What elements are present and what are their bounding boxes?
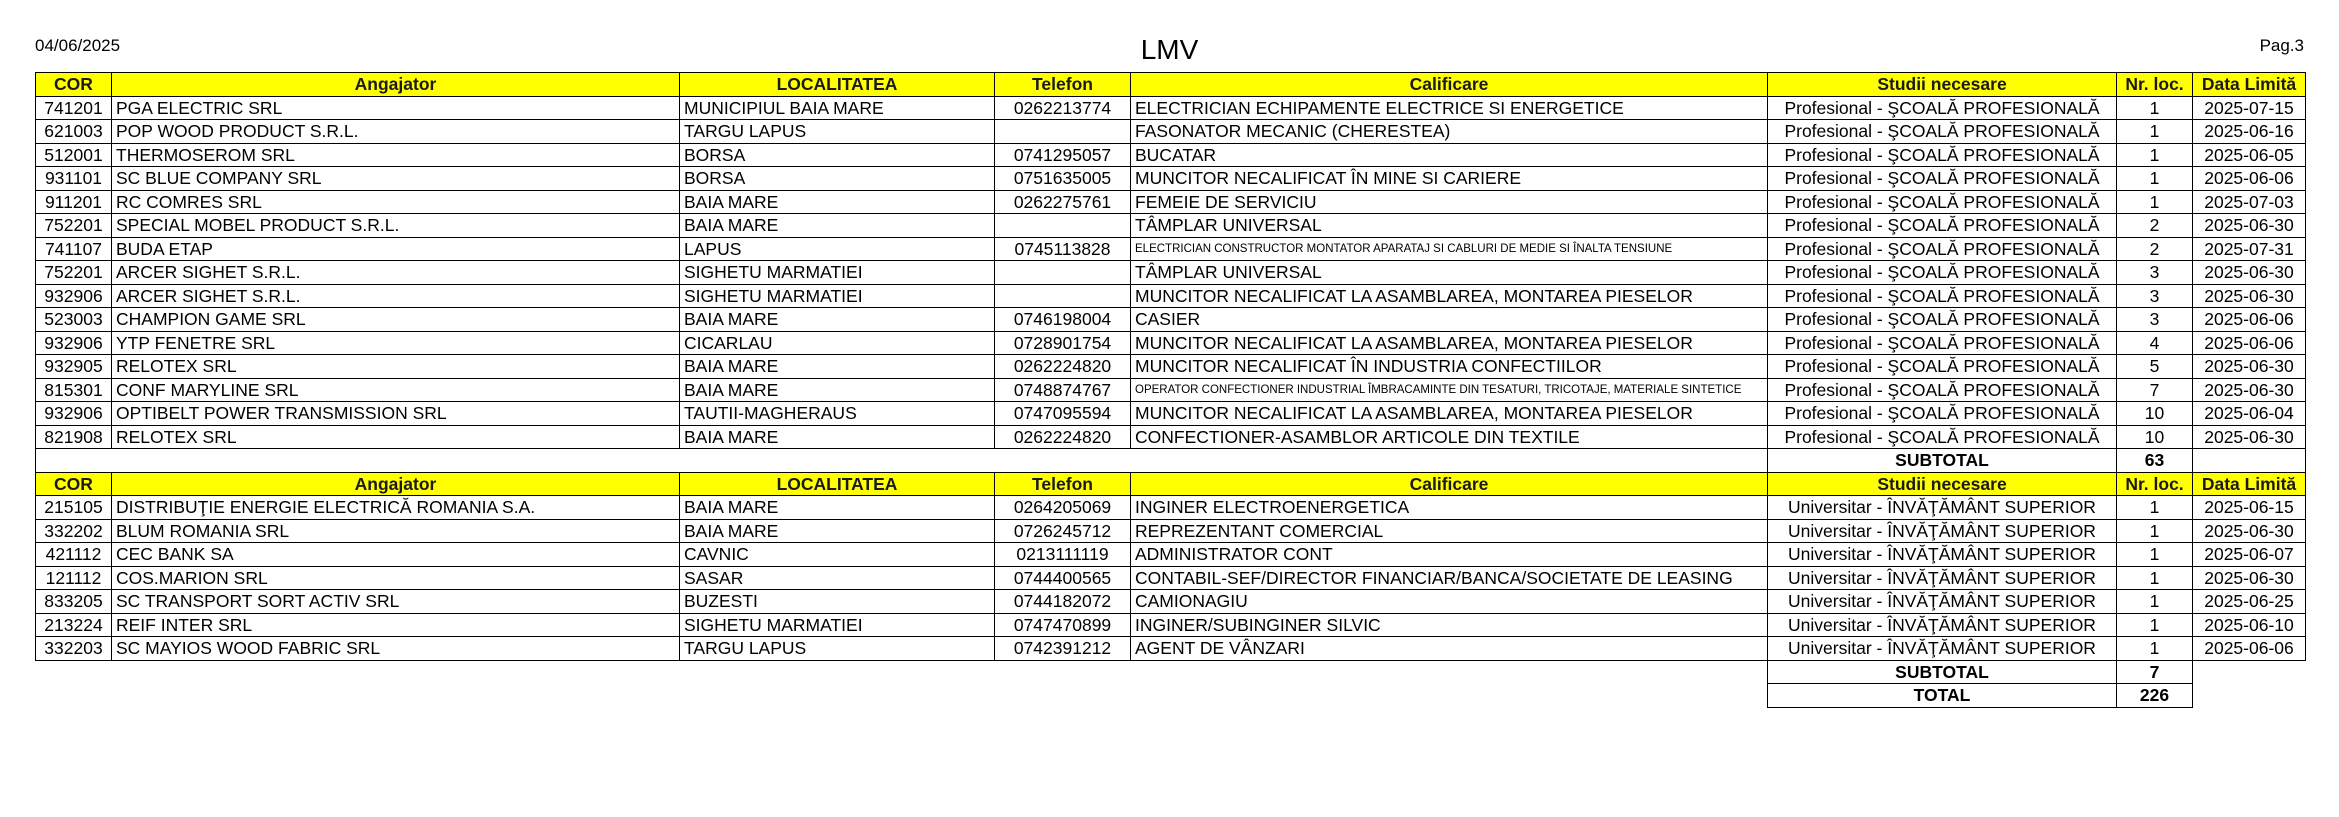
cell-calificare: REPREZENTANT COMERCIAL [1131,519,1768,543]
cell-localitatea: BAIA MARE [680,519,995,543]
cell-angajator: RELOTEX SRL [112,355,680,379]
cell-nr-loc: 2 [2117,214,2193,238]
column-header-nr-loc: Nr. loc. [2117,472,2193,496]
cell-cor: 821908 [36,425,112,449]
cell-nr-loc: 10 [2117,402,2193,426]
cell-telefon: 0741295057 [995,143,1131,167]
cell-nr-loc: 5 [2117,355,2193,379]
cell-angajator: ARCER SIGHET S.R.L. [112,284,680,308]
table-row [36,190,2306,214]
cell-telefon: 0751635005 [995,167,1131,191]
cell-localitatea: TAUTII-MAGHERAUS [680,402,995,426]
cell-cor: 332203 [36,637,112,661]
total-value: 226 [2117,684,2193,708]
cell-calificare: OPERATOR CONFECTIONER INDUSTRIAL ÎMBRACAMINTE DIN TESATURI, TRICOTAJE, MATERIALE SINTETICE [1131,378,1768,402]
cell-data-limita: 2025-07-31 [2193,237,2306,261]
cell-studii: Profesional - ŞCOALĂ PROFESIONALĂ [1768,214,2117,238]
cell-cor: 421112 [36,543,112,567]
table-row [36,637,2306,661]
subtotal-1-value: 63 [2117,449,2193,473]
cell-localitatea: BAIA MARE [680,425,995,449]
cell-data-limita: 2025-06-30 [2193,261,2306,285]
table-row [36,237,2306,261]
cell-localitatea: BAIA MARE [680,308,995,332]
cell-localitatea: MUNICIPIUL BAIA MARE [680,96,995,120]
column-header-angajator: Angajator [112,472,680,496]
cell-data-limita: 2025-06-30 [2193,425,2306,449]
cell-nr-loc: 4 [2117,331,2193,355]
blank-cell [36,684,1768,708]
cell-studii: Profesional - ŞCOALĂ PROFESIONALĂ [1768,190,2117,214]
cell-data-limita: 2025-06-05 [2193,143,2306,167]
cell-angajator: PGA ELECTRIC SRL [112,96,680,120]
table-row [36,355,2306,379]
cell-telefon: 0262224820 [995,425,1131,449]
cell-nr-loc: 10 [2117,425,2193,449]
column-header-calificare: Calificare [1131,472,1768,496]
cell-nr-loc: 1 [2117,496,2193,520]
subtotal-1-row [36,449,2306,473]
table-row [36,308,2306,332]
cell-cor: 121112 [36,566,112,590]
column-header-localitatea: LOCALITATEA [680,472,995,496]
blank-cell [36,449,1768,473]
cell-telefon: 0744182072 [995,590,1131,614]
cell-data-limita: 2025-06-06 [2193,308,2306,332]
cell-localitatea: CAVNIC [680,543,995,567]
cell-calificare: MUNCITOR NECALIFICAT LA ASAMBLAREA, MONTAREA PIESELOR [1131,402,1768,426]
cell-telefon: 0264205069 [995,496,1131,520]
cell-calificare: CONTABIL-SEF/DIRECTOR FINANCIAR/BANCA/SOCIETATE DE LEASING [1131,566,1768,590]
cell-data-limita: 2025-06-10 [2193,613,2306,637]
cell-data-limita: 2025-06-30 [2193,519,2306,543]
cell-nr-loc: 1 [2117,590,2193,614]
cell-nr-loc: 3 [2117,308,2193,332]
cell-nr-loc: 1 [2117,566,2193,590]
cell-studii: Profesional - ŞCOALĂ PROFESIONALĂ [1768,425,2117,449]
cell-cor: 932906 [36,331,112,355]
cell-telefon: 0262213774 [995,96,1131,120]
cell-calificare: CASIER [1131,308,1768,332]
cell-studii: Profesional - ŞCOALĂ PROFESIONALĂ [1768,284,2117,308]
cell-telefon: 0745113828 [995,237,1131,261]
table-row [36,331,2306,355]
table-row [36,566,2306,590]
cell-angajator: SC MAYIOS WOOD FABRIC SRL [112,637,680,661]
cell-telefon: 0728901754 [995,331,1131,355]
cell-angajator: BLUM ROMANIA SRL [112,519,680,543]
cell-studii: Universitar - ÎNVĂŢĂMÂNT SUPERIOR [1768,637,2117,661]
cell-localitatea: CICARLAU [680,331,995,355]
cell-cor: 741201 [36,96,112,120]
blank-cell [2193,684,2306,708]
cell-studii: Profesional - ŞCOALĂ PROFESIONALĂ [1768,308,2117,332]
cell-angajator: OPTIBELT POWER TRANSMISSION SRL [112,402,680,426]
cell-data-limita: 2025-06-25 [2193,590,2306,614]
cell-calificare: MUNCITOR NECALIFICAT LA ASAMBLAREA, MONTAREA PIESELOR [1131,284,1768,308]
cell-studii: Universitar - ÎNVĂŢĂMÂNT SUPERIOR [1768,613,2117,637]
subtotal-1-label: SUBTOTAL [1768,449,2117,473]
cell-telefon: 0747470899 [995,613,1131,637]
cell-localitatea: BAIA MARE [680,496,995,520]
cell-calificare: INGINER/SUBINGINER SILVIC [1131,613,1768,637]
cell-studii: Profesional - ŞCOALĂ PROFESIONALĂ [1768,331,2117,355]
cell-data-limita: 2025-06-30 [2193,355,2306,379]
cell-angajator: CEC BANK SA [112,543,680,567]
cell-cor: 911201 [36,190,112,214]
cell-angajator: ARCER SIGHET S.R.L. [112,261,680,285]
cell-localitatea: LAPUS [680,237,995,261]
cell-studii: Profesional - ŞCOALĂ PROFESIONALĂ [1768,378,2117,402]
column-header-nr-loc: Nr. loc. [2117,73,2193,97]
cell-data-limita: 2025-06-30 [2193,214,2306,238]
cell-calificare: ADMINISTRATOR CONT [1131,543,1768,567]
cell-cor: 931101 [36,167,112,191]
table-row [36,167,2306,191]
cell-telefon: 0213111119 [995,543,1131,567]
blank-cell [2193,449,2306,473]
cell-angajator: RC COMRES SRL [112,190,680,214]
cell-localitatea: BAIA MARE [680,190,995,214]
cell-data-limita: 2025-06-06 [2193,637,2306,661]
cell-data-limita: 2025-07-15 [2193,96,2306,120]
report-date: 04/06/2025 [35,36,121,55]
header-row-1 [36,73,2306,97]
cell-calificare: MUNCITOR NECALIFICAT ÎN MINE SI CARIERE [1131,167,1768,191]
cell-calificare: ELECTRICIAN ECHIPAMENTE ELECTRICE SI ENERGETICE [1131,96,1768,120]
cell-studii: Profesional - ŞCOALĂ PROFESIONALĂ [1768,143,2117,167]
table-row [36,284,2306,308]
cell-data-limita: 2025-06-30 [2193,566,2306,590]
total-label: TOTAL [1768,684,2117,708]
cell-localitatea: BAIA MARE [680,355,995,379]
table-row [36,425,2306,449]
cell-studii: Profesional - ŞCOALĂ PROFESIONALĂ [1768,167,2117,191]
cell-calificare: CAMIONAGIU [1131,590,1768,614]
cell-data-limita: 2025-06-06 [2193,331,2306,355]
cell-data-limita: 2025-06-15 [2193,496,2306,520]
cell-nr-loc: 1 [2117,519,2193,543]
cell-nr-loc: 3 [2117,261,2193,285]
cell-localitatea: SIGHETU MARMATIEI [680,261,995,285]
table-row [36,519,2306,543]
cell-calificare: CONFECTIONER-ASAMBLOR ARTICOLE DIN TEXTILE [1131,425,1768,449]
table-row [36,543,2306,567]
table-row [36,590,2306,614]
cell-telefon [995,214,1131,238]
cell-angajator: THERMOSEROM SRL [112,143,680,167]
cell-telefon: 0746198004 [995,308,1131,332]
cell-studii: Profesional - ŞCOALĂ PROFESIONALĂ [1768,120,2117,144]
cell-calificare: ELECTRICIAN CONSTRUCTOR MONTATOR APARATAJ SI CABLURI DE MEDIE SI ÎNALTA TENSIUNE [1131,237,1768,261]
cell-data-limita: 2025-06-04 [2193,402,2306,426]
cell-nr-loc: 7 [2117,378,2193,402]
cell-localitatea: TARGU LAPUS [680,120,995,144]
blank-cell [2193,660,2306,684]
cell-calificare: FASONATOR MECANIC (CHERESTEA) [1131,120,1768,144]
column-header-telefon: Telefon [995,73,1131,97]
table-row [36,120,2306,144]
cell-cor: 752201 [36,261,112,285]
cell-telefon [995,120,1131,144]
cell-angajator: RELOTEX SRL [112,425,680,449]
cell-studii: Universitar - ÎNVĂŢĂMÂNT SUPERIOR [1768,496,2117,520]
cell-cor: 621003 [36,120,112,144]
cell-cor: 932906 [36,284,112,308]
cell-localitatea: SIGHETU MARMATIEI [680,613,995,637]
cell-calificare: AGENT DE VÂNZARI [1131,637,1768,661]
cell-nr-loc: 1 [2117,190,2193,214]
column-header-data-limita: Data Limită [2193,73,2306,97]
total-row [36,684,2306,708]
cell-angajator: CHAMPION GAME SRL [112,308,680,332]
table-row [36,496,2306,520]
cell-nr-loc: 1 [2117,167,2193,191]
cell-data-limita: 2025-06-06 [2193,167,2306,191]
cell-studii: Profesional - ŞCOALĂ PROFESIONALĂ [1768,261,2117,285]
column-header-studii: Studii necesare [1768,73,2117,97]
page-number: Pag.3 [2259,36,2304,55]
cell-localitatea: TARGU LAPUS [680,637,995,661]
cell-nr-loc: 1 [2117,120,2193,144]
cell-telefon: 0262224820 [995,355,1131,379]
cell-data-limita: 2025-06-30 [2193,378,2306,402]
cell-studii: Universitar - ÎNVĂŢĂMÂNT SUPERIOR [1768,566,2117,590]
cell-studii: Profesional - ŞCOALĂ PROFESIONALĂ [1768,355,2117,379]
cell-nr-loc: 1 [2117,96,2193,120]
subtotal-2-value: 7 [2117,660,2193,684]
column-header-angajator: Angajator [112,73,680,97]
report-title: LMV [1140,34,1199,65]
table-row [36,214,2306,238]
cell-nr-loc: 1 [2117,613,2193,637]
jobs-table [35,72,2306,708]
table-row [36,143,2306,167]
table-row [36,378,2306,402]
cell-calificare: MUNCITOR NECALIFICAT ÎN INDUSTRIA CONFECTIILOR [1131,355,1768,379]
cell-cor: 752201 [36,214,112,238]
column-header-localitatea: LOCALITATEA [680,73,995,97]
cell-data-limita: 2025-06-30 [2193,284,2306,308]
cell-angajator: COS.MARION SRL [112,566,680,590]
cell-cor: 932906 [36,402,112,426]
cell-calificare: INGINER ELECTROENERGETICA [1131,496,1768,520]
cell-localitatea: SIGHETU MARMATIEI [680,284,995,308]
cell-nr-loc: 1 [2117,143,2193,167]
cell-localitatea: BORSA [680,167,995,191]
cell-cor: 815301 [36,378,112,402]
cell-localitatea: BAIA MARE [680,378,995,402]
cell-calificare: TÂMPLAR UNIVERSAL [1131,214,1768,238]
cell-localitatea: BUZESTI [680,590,995,614]
column-header-telefon: Telefon [995,472,1131,496]
cell-telefon: 0262275761 [995,190,1131,214]
cell-cor: 932905 [36,355,112,379]
cell-data-limita: 2025-06-07 [2193,543,2306,567]
cell-localitatea: BORSA [680,143,995,167]
cell-studii: Profesional - ŞCOALĂ PROFESIONALĂ [1768,402,2117,426]
cell-angajator: BUDA ETAP [112,237,680,261]
cell-angajator: POP WOOD PRODUCT S.R.L. [112,120,680,144]
cell-studii: Profesional - ŞCOALĂ PROFESIONALĂ [1768,96,2117,120]
cell-nr-loc: 3 [2117,284,2193,308]
cell-nr-loc: 1 [2117,543,2193,567]
column-header-data-limita: Data Limită [2193,472,2306,496]
cell-calificare: MUNCITOR NECALIFICAT LA ASAMBLAREA, MONTAREA PIESELOR [1131,331,1768,355]
column-header-studii: Studii necesare [1768,472,2117,496]
cell-calificare: FEMEIE DE SERVICIU [1131,190,1768,214]
table-row [36,402,2306,426]
subtotal-2-label: SUBTOTAL [1768,660,2117,684]
cell-telefon: 0748874767 [995,378,1131,402]
cell-localitatea: SASAR [680,566,995,590]
cell-cor: 523003 [36,308,112,332]
cell-cor: 215105 [36,496,112,520]
cell-angajator: REIF INTER SRL [112,613,680,637]
cell-telefon [995,284,1131,308]
cell-angajator: SPECIAL MOBEL PRODUCT S.R.L. [112,214,680,238]
cell-calificare: TÂMPLAR UNIVERSAL [1131,261,1768,285]
cell-nr-loc: 1 [2117,637,2193,661]
cell-angajator: SC BLUE COMPANY SRL [112,167,680,191]
table-row [36,613,2306,637]
cell-data-limita: 2025-07-03 [2193,190,2306,214]
cell-angajator: YTP FENETRE SRL [112,331,680,355]
blank-cell [36,660,1768,684]
column-header-calificare: Calificare [1131,73,1768,97]
cell-angajator: CONF MARYLINE SRL [112,378,680,402]
cell-angajator: SC TRANSPORT SORT ACTIV SRL [112,590,680,614]
cell-telefon: 0742391212 [995,637,1131,661]
column-header-cor: COR [36,472,112,496]
column-header-cor: COR [36,73,112,97]
header-row-2 [36,472,2306,496]
cell-cor: 213224 [36,613,112,637]
cell-cor: 741107 [36,237,112,261]
cell-telefon [995,261,1131,285]
cell-telefon: 0726245712 [995,519,1131,543]
cell-cor: 332202 [36,519,112,543]
table-row [36,261,2306,285]
cell-localitatea: BAIA MARE [680,214,995,238]
cell-angajator: DISTRIBUŢIE ENERGIE ELECTRICĂ ROMANIA S.A. [112,496,680,520]
subtotal-2-row [36,660,2306,684]
cell-telefon: 0747095594 [995,402,1131,426]
cell-studii: Universitar - ÎNVĂŢĂMÂNT SUPERIOR [1768,543,2117,567]
cell-studii: Universitar - ÎNVĂŢĂMÂNT SUPERIOR [1768,519,2117,543]
cell-cor: 512001 [36,143,112,167]
cell-calificare: BUCATAR [1131,143,1768,167]
table-row [36,96,2306,120]
cell-telefon: 0744400565 [995,566,1131,590]
cell-studii: Universitar - ÎNVĂŢĂMÂNT SUPERIOR [1768,590,2117,614]
cell-nr-loc: 2 [2117,237,2193,261]
cell-studii: Profesional - ŞCOALĂ PROFESIONALĂ [1768,237,2117,261]
cell-data-limita: 2025-06-16 [2193,120,2306,144]
cell-cor: 833205 [36,590,112,614]
